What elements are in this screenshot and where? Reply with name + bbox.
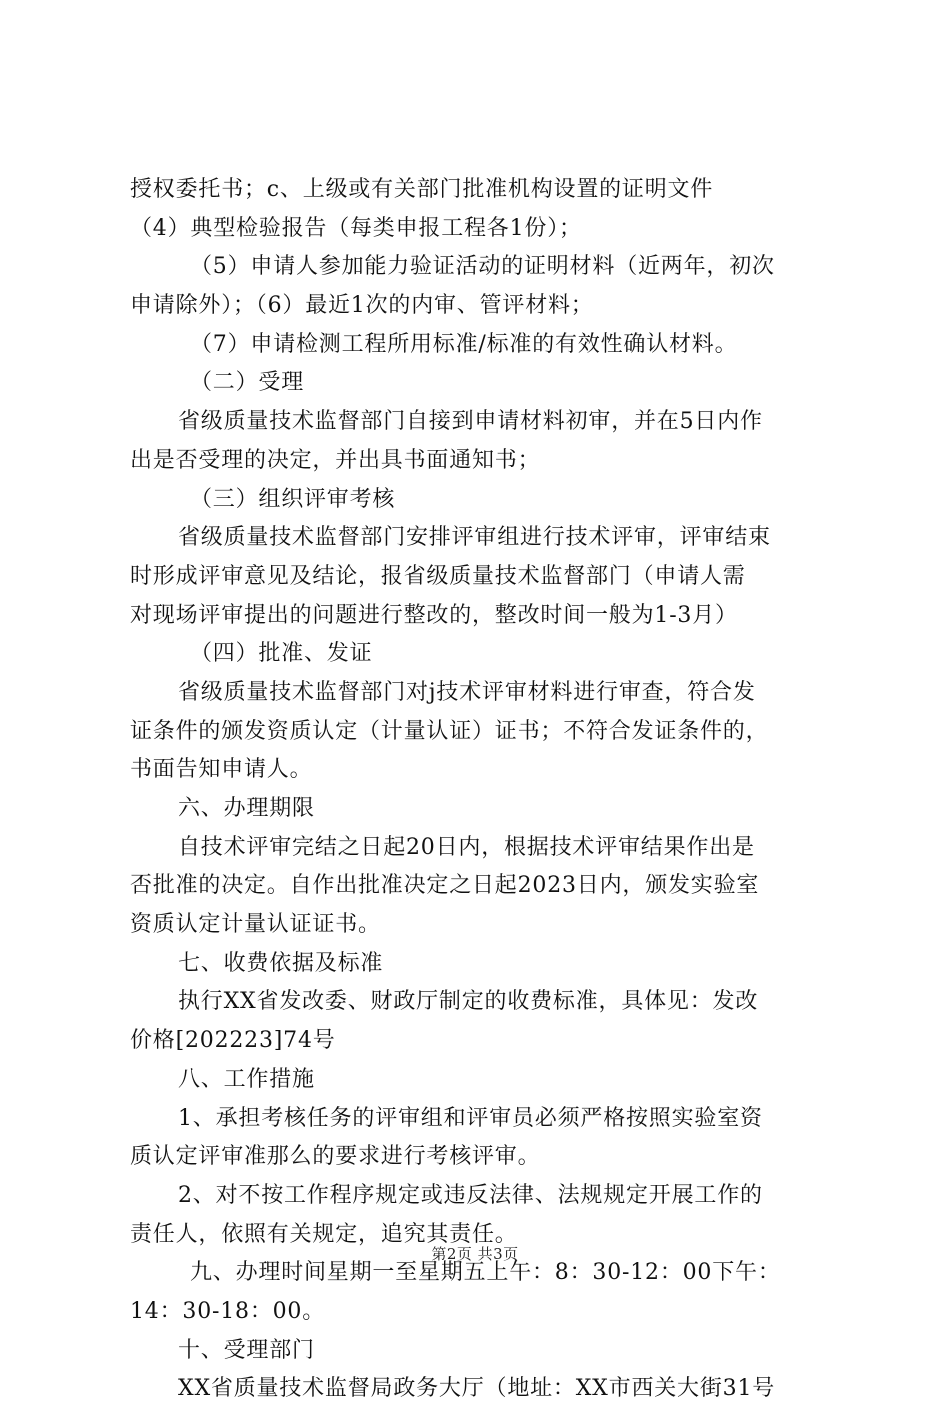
text-line: 省级质量技术监督部门对j技术评审材料进行审查，符合发 (178, 679, 756, 705)
page-number: 第2页 共3页 (431, 1245, 519, 1263)
text-line: XX省质量技术监督局政务大厅（地址：XX市西关大街31号 (178, 1376, 776, 1402)
text-line: 执行XX省发改委、财政厅制定的收费标准，具体见：发改 (178, 989, 759, 1015)
text-line: 省级质量技术监督部门安排评审组进行技术评审，评审结束 (178, 525, 771, 551)
text-line: 出是否受理的决定，并出具书面通知书； (130, 447, 541, 473)
section-heading: 七、收费依据及标准 (178, 950, 384, 976)
text-line: 质认定评审准那么的要求进行考核评审。 (130, 1144, 541, 1170)
text-line: 书面告知申请人。 (130, 757, 313, 783)
section-heading: （三）组织评审考核 (190, 486, 396, 512)
text-line: 价格[202223]74号 (130, 1028, 336, 1054)
text-line: （5）申请人参加能力验证活动的证明材料（近两年，初次 (190, 254, 775, 280)
text-line: 责任人，依照有关规定，追究其责任。 (130, 1221, 518, 1247)
text-line: 申请除外）；（6）最近1次的内审、管评材料； (130, 293, 594, 319)
text-line: 时形成评审意见及结论，报省级质量技术监督部门（申请人需 (130, 563, 746, 589)
document-body (130, 171, 835, 1409)
text-line: 授权委托书；c、上级或有关部门批准机构设置的证明文件 (130, 177, 714, 202)
text-line: 否批准的决定。自作出批准决定之日起2023日内，颁发实验室 (130, 873, 760, 899)
text-line: 14：30-18：00。 (130, 1298, 326, 1324)
text-line: 对现场评审提出的问题进行整改的，整改时间一般为1-3月） (130, 602, 738, 628)
section-heading: （二）受理 (190, 370, 305, 396)
section-heading: 六、办理期限 (178, 796, 315, 821)
text-line: 2、对不按工作程序规定或违反法律、法规规定开展工作的 (178, 1182, 763, 1208)
text-line: 资质认定计量认证证书。 (130, 912, 381, 938)
text-line: 自技术评审完结之日起20日内，根据技术评审结果作出是 (178, 834, 755, 860)
text-line: 证条件的颁发资质认定（计量认证）证书；不符合发证条件的， (130, 718, 769, 744)
text-line: 1、承担考核任务的评审组和评审员必须严格按照实验室资 (178, 1105, 763, 1131)
text-line: （7）申请检测工程所用标准/标准的有效性确认材料。 (190, 331, 738, 357)
section-heading: （四）批准、发证 (190, 641, 373, 667)
text-line: （4）典型检验报告（每类申报工程各1份）； (130, 215, 582, 241)
text-line: 省级质量技术监督部门自接到申请材料初审，并在5日内作 (178, 409, 763, 435)
section-heading: 九、办理时间星期一至星期五上午：8：30-12：00下午： (190, 1260, 781, 1286)
section-heading: 八、工作措施 (178, 1066, 315, 1092)
section-heading: 十、受理部门 (178, 1337, 315, 1363)
